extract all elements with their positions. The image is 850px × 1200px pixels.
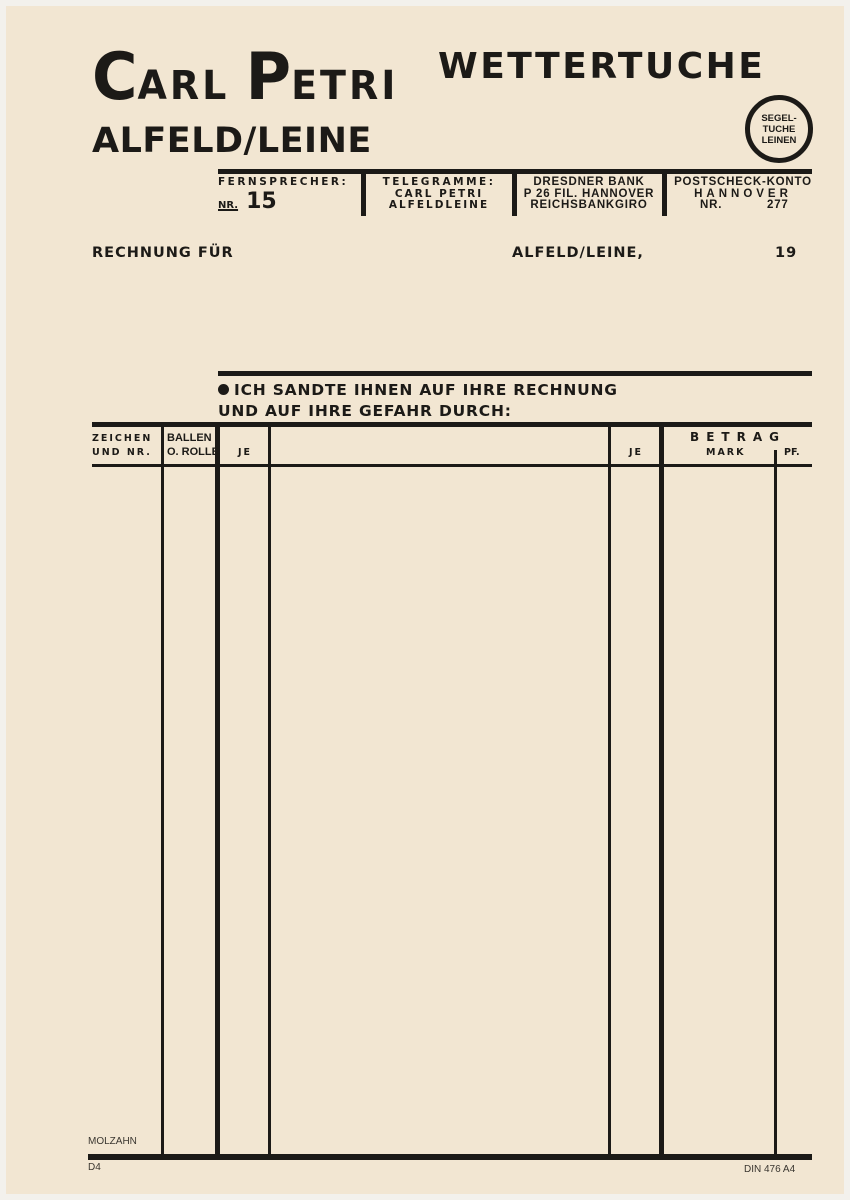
col-header-zeichen [92,432,152,460]
postcheck-number: 277 [767,199,789,211]
phone-nr-label: NR. [218,200,239,211]
column-divider [774,450,777,1156]
company-initial-p: P [245,38,292,115]
phone-number-value: 15 [246,189,277,214]
company-name-part: ARL [137,62,246,109]
table-top-rule [92,422,812,427]
column-divider [161,425,164,1156]
bank-block [522,177,656,212]
col-header-je-2: JE [629,447,644,458]
ship-note-line: ICH SANDTE IHNEN AUF IHRE RECHNUNG [234,381,618,399]
ship-note-line: UND AUF IHRE GEFAHR DURCH: [218,402,512,420]
table-bottom-rule [88,1154,812,1160]
phone-number [218,191,277,213]
seal-line: SEGEL- [761,112,797,124]
phone-block [218,177,348,189]
bank-line: P 26 FIL. HANNOVER [523,187,655,200]
col-header-line: O. ROLLE [167,446,219,458]
col-header-line: ZEICHEN [92,433,153,444]
column-divider [659,425,664,1156]
contact-divider [512,169,517,216]
col-header-betrag: BETRAG [690,430,786,444]
column-divider [608,425,611,1156]
col-header-pf: PF. [784,447,800,458]
seal-line: LEINEN [761,134,797,146]
postcheck-line: HANNOVER [694,187,792,200]
col-header-mark: MARK [706,447,746,458]
product-seal-badge [745,95,813,163]
seal-line: TUCHE [762,123,796,135]
shipping-note [218,380,618,422]
col-header-je-1: JE [238,447,253,458]
bank-line: DRESDNER BANK [533,176,645,188]
ship-note-top-rule [218,371,812,376]
telegram-line: CARL PETRI [394,187,484,200]
telegram-label: TELEGRAMME: [382,176,496,188]
company-initial-c: C [92,38,138,115]
column-divider [215,425,220,1156]
contact-divider [361,169,366,216]
bank-line: REICHSBANKGIRO [530,199,648,211]
form-code: D4 [88,1162,101,1173]
table-header-rule [92,464,812,467]
year-prefix: 19 [775,245,798,261]
postcheck-line: POSTSCHECK-KONTO [674,176,812,188]
paper-format: DIN 476 A4 [744,1164,796,1175]
product-title: WETTERTUCHE [438,46,766,87]
company-name [92,38,399,115]
telegram-block [374,177,504,212]
phone-label: FERNSPRECHER: [218,176,349,188]
col-header-line: UND NR. [92,447,152,458]
place-label: ALFELD/LEINE, [512,245,644,261]
postcheck-block [672,177,814,212]
contact-divider [662,169,667,216]
telegram-line: ALFELDLEINE [388,199,490,211]
recipient-label: RECHNUNG FÜR [92,245,234,261]
designer-credit: MOLZAHN [88,1136,137,1147]
bullet-icon [218,384,229,395]
postcheck-nr-label: NR. [700,199,723,211]
col-header-ballen [167,431,219,459]
column-divider [268,425,271,1156]
col-header-line: BALLEN [167,432,212,444]
company-name-part: ETRI [291,62,399,109]
company-city: ALFELD/LEINE [92,121,372,161]
